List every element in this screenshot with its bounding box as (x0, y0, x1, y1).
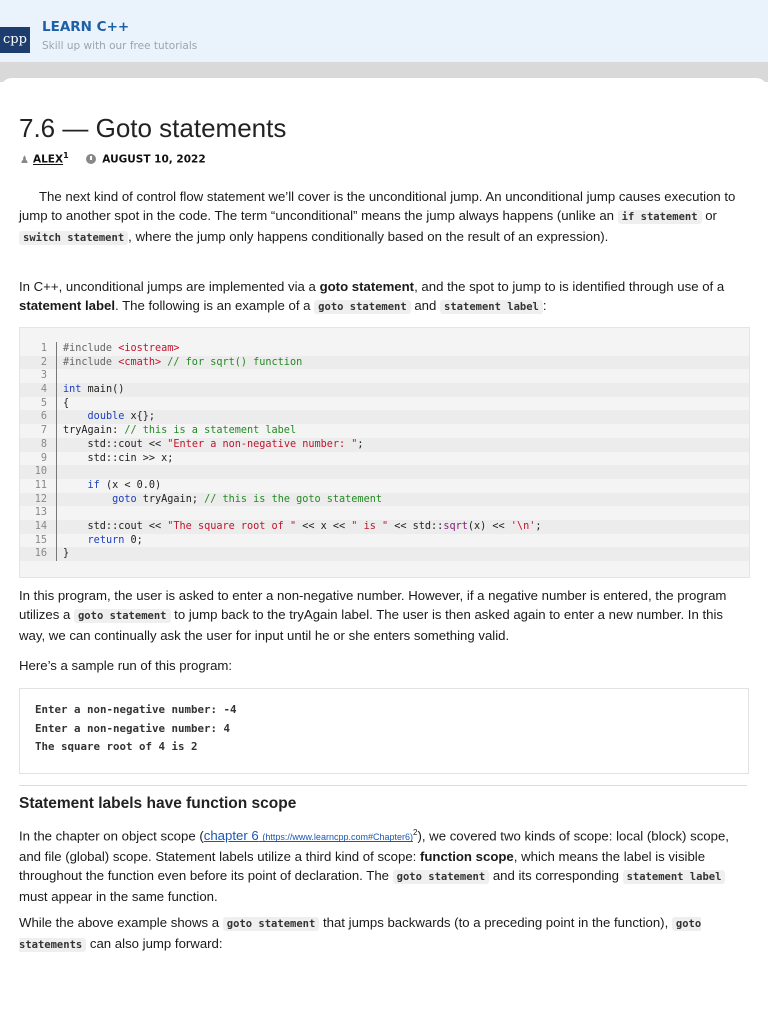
person-icon: ♟ (20, 154, 29, 166)
article-meta (20, 151, 206, 166)
code-line: 1 #include <iostream> (20, 342, 749, 356)
text: In the chapter on object scope ( (19, 828, 204, 844)
line-number: 7 (40, 425, 47, 437)
code-line (20, 369, 749, 383)
line-number: 10 (34, 466, 47, 478)
clock-icon (86, 154, 96, 164)
code-line (20, 506, 749, 520)
output-line: Enter a non-negative number: -4 (35, 703, 237, 716)
inline-code: statement label (623, 870, 726, 884)
text: , and the spot to jump to is identified through use of a (414, 279, 725, 294)
code-line: 9 std::cin >> x; (20, 452, 749, 466)
inline-code: goto statement (74, 609, 171, 623)
program-output[interactable] (19, 688, 749, 774)
author-link[interactable]: ALEX (32, 153, 64, 166)
line-number: 12 (34, 493, 47, 505)
text: . The following is an example of a (115, 298, 315, 313)
output-line: Enter a non-negative number: 4 (35, 722, 231, 735)
code-line: 15 return 0; (20, 534, 749, 548)
line-number: 1 (40, 343, 47, 354)
code-example[interactable] (19, 327, 750, 578)
section-divider (19, 785, 747, 786)
code-line: 7 tryAgain: // this is a statement label (20, 424, 749, 438)
site-tagline: Skill up with our free tutorials (42, 40, 198, 52)
line-number: 13 (34, 507, 47, 519)
line-number: 16 (34, 548, 47, 560)
code-line: 11 if (x < 0.0) (20, 479, 749, 493)
text: , where the jump only happens conditionally based on the result of an expression). (128, 229, 609, 244)
code-line: 5 { (20, 397, 749, 411)
bold-term: statement label (19, 298, 116, 313)
page-title: 7.6 — Goto statements (19, 113, 287, 143)
site-title[interactable]: LEARN C++ (42, 19, 130, 35)
line-number: 4 (40, 384, 47, 396)
text: and its corresponding (489, 868, 623, 884)
line-number: 3 (40, 370, 47, 382)
code-line: 8 std::cout << "Enter a non-negative number: "; (20, 438, 749, 452)
text: ), we covered two kinds of scope: local (block) scope, and file (global) scope. Statement labels utilize a third kind of scope: (19, 828, 729, 865)
text: : (542, 298, 547, 313)
text: that jumps backwards (to a preceding point in the function), (319, 915, 672, 930)
sample-run-paragraph: Here’s a sample run of this program: (19, 658, 233, 673)
code-line: 2 #include <cmath> // for sqrt() function (20, 356, 749, 370)
text: In C++, unconditional jumps are implemented via a (19, 279, 320, 294)
text: or (701, 208, 717, 223)
text: to jump back to the tryAgain label. The user is then asked again to enter a new number. In this way, we can continually ask the user for input until he or she enters something valid. (19, 607, 723, 643)
code-line: 4 int main() (20, 383, 749, 397)
explanation-paragraph (19, 586, 747, 645)
forward-goto-paragraph (19, 913, 747, 955)
goto-intro-paragraph (19, 277, 747, 317)
line-number: 8 (40, 438, 47, 450)
output-line: The square root of 4 is 2 (35, 740, 198, 753)
footnote-ref[interactable]: 2 (413, 828, 418, 837)
inline-code: goto statement (314, 300, 411, 314)
inline-code: switch statement (19, 231, 128, 245)
text: , which means the label is visible throughout the function even before its point of declaration. The (19, 849, 706, 884)
code-line: 12 goto tryAgain; // this is the goto statement (20, 493, 749, 507)
code-line: 16 } (20, 547, 749, 561)
bold-term: goto statement (319, 279, 415, 294)
text: must appear in the same function. (19, 889, 218, 905)
text: While the above example shows a (19, 915, 223, 930)
line-number: 11 (34, 479, 47, 491)
code-line: 14 std::cout << "The square root of " << x << " is " << std::sqrt(x) << '\n'; (20, 520, 749, 534)
code-line (20, 465, 749, 479)
inline-code: if statement (618, 210, 702, 224)
text: The next kind of control flow statement we’ll cover is the unconditional jump. An unconditional jump causes execution to jump to another spot in the code. The term “unconditional” means the jump always happens (unlike an (19, 189, 736, 223)
section-heading: Statement labels have function scope (19, 795, 297, 812)
author-footnote[interactable]: 1 (63, 151, 69, 160)
inline-code: goto statement (223, 917, 320, 931)
line-number: 6 (40, 411, 47, 423)
text: and (410, 298, 441, 313)
publish-date: AUGUST 10, 2022 (102, 153, 206, 166)
intro-paragraph (19, 187, 747, 248)
scope-paragraph (19, 823, 747, 906)
text: In this program, the user is asked to enter a non-negative number. However, if a negative number is entered, the program utilizes a (19, 588, 727, 622)
inline-code: goto statements (19, 918, 702, 951)
text: can also jump forward: (86, 936, 223, 951)
line-number: 15 (34, 534, 47, 546)
line-number: 9 (40, 452, 47, 464)
chapter-6-link[interactable]: chapter 6 (https://www.learncpp.com#Chapter6) (203, 828, 413, 844)
inline-code: goto statement (393, 870, 490, 884)
code-line: 6 double x{}; (20, 410, 749, 424)
line-number: 2 (40, 356, 47, 368)
line-number: 14 (34, 520, 47, 532)
site-logo[interactable]: cpp (0, 27, 30, 53)
bold-term: function scope (419, 849, 514, 865)
inline-code: statement label (440, 300, 543, 314)
line-number: 5 (40, 397, 47, 409)
